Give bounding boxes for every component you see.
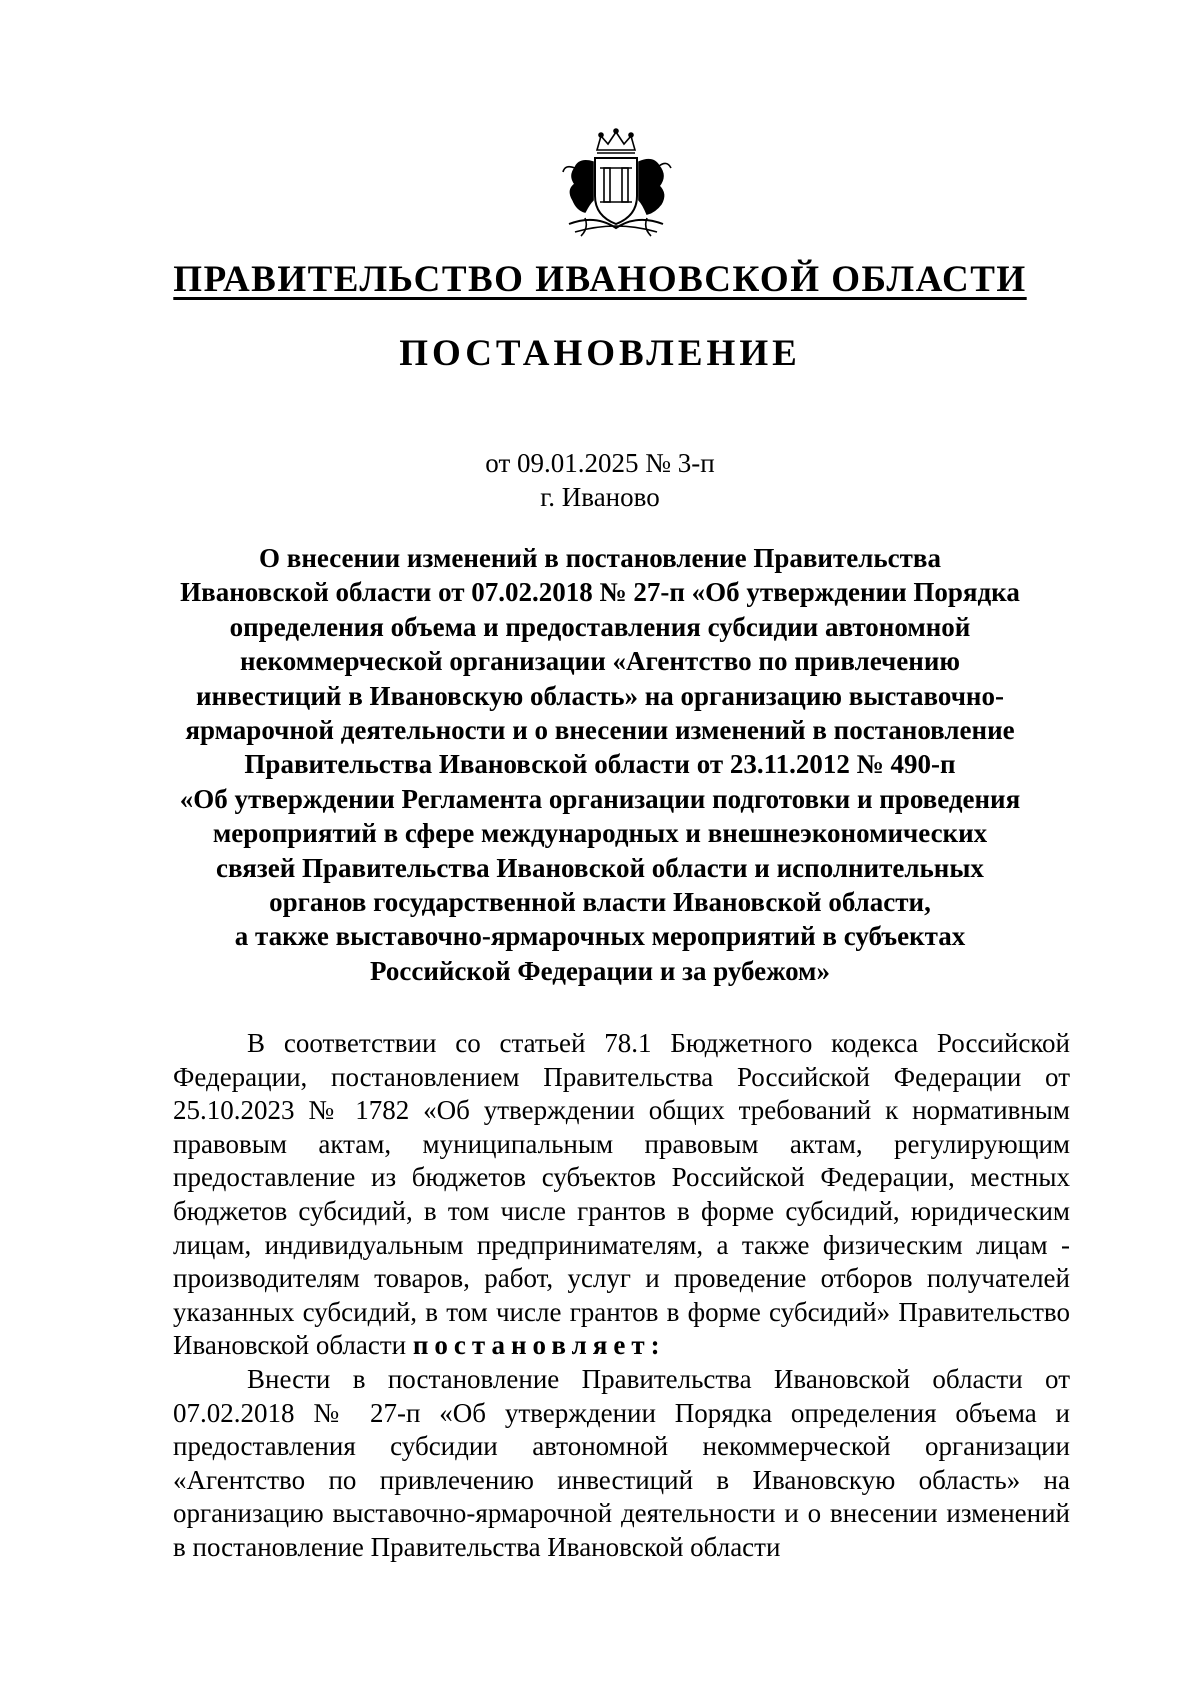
- subject-line: Правительства Ивановской области от 23.11.2012 № 490-п: [244, 749, 956, 780]
- subject-line: Ивановской области от 07.02.2018 № 27-п «Об утверждении Порядка: [180, 577, 1020, 608]
- subject-line: О внесении изменений в постановление Правительства: [259, 543, 941, 573]
- body-paragraph: [173, 1027, 1070, 1363]
- body-paragraph: Внести в постановление Правительства Ивановской области от 07.02.2018 № 27-п «Об утверждении Порядка определения объема и предоставления субсидии автономной некоммерческой организации «Агентство по привлечению инвестиций в Ивановскую область» на организацию выставочно-ярмарочной деятельности и о внесении изменений в постановление Правительства Ивановской области: [173, 1363, 1070, 1562]
- subject-line: «Об утверждении Регламента организации подготовки и проведения: [179, 783, 1021, 814]
- decree-subject: [150, 541, 1050, 988]
- subject-line: мероприятий в сфере международных и внешнеэкономических: [212, 818, 988, 849]
- document-type-title: ПОСТАНОВЛЕНИЕ: [399, 333, 801, 374]
- government-title: ПРАВИТЕЛЬСТВО ИВАНОВСКОЙ ОБЛАСТИ: [173, 259, 1027, 300]
- subject-line: органов государственной власти Ивановской области,: [269, 887, 931, 918]
- subject-line: ярмарочной деятельности и о внесении изменений в постановление: [185, 715, 1015, 746]
- subject-line: Российской Федерации и за рубежом»: [370, 955, 830, 986]
- city-line: г. Иваново: [540, 482, 660, 512]
- subject-line: некоммерческой организации «Агентство по привлечению: [239, 646, 961, 677]
- coat-of-arms-icon: [555, 128, 677, 240]
- preamble-text: В соответствии со статьей 78.1 Бюджетного кодекса Российской Федерации, постановлением Правительства Российской Федерации от 25.10.2023 № 1782 «Об утверждении общих требований к нормативным правовым актам, муниципальным правовым актам, регулирующим предоставление из бюджетов субъектов Российской Федерации, местных бюджетов субсидий, в том числе грантов в форме субсидий, юридическим лицам, индивидуальным предпринимателям, а также физическим лицам - производителям товаров, работ, услуг и проведение отборов получателей указанных субсидий, в том числе грантов в форме субсидий» Правительство Ивановской области: [173, 1028, 1070, 1361]
- subject-line: инвестиций в Ивановскую область» на организацию выставочно-: [196, 680, 1004, 711]
- subject-line: определения объема и предоставления субсидии автономной: [229, 611, 971, 642]
- document-body: [173, 1027, 1070, 1565]
- subject-line: связей Правительства Ивановской области и исполнительных: [216, 852, 984, 883]
- date-and-number: от 09.01.2025 № 3-п: [485, 448, 715, 478]
- decree-word: постановляет:: [412, 1330, 666, 1361]
- subject-line: а также выставочно-ярмарочных мероприятий в субъектах: [234, 921, 966, 952]
